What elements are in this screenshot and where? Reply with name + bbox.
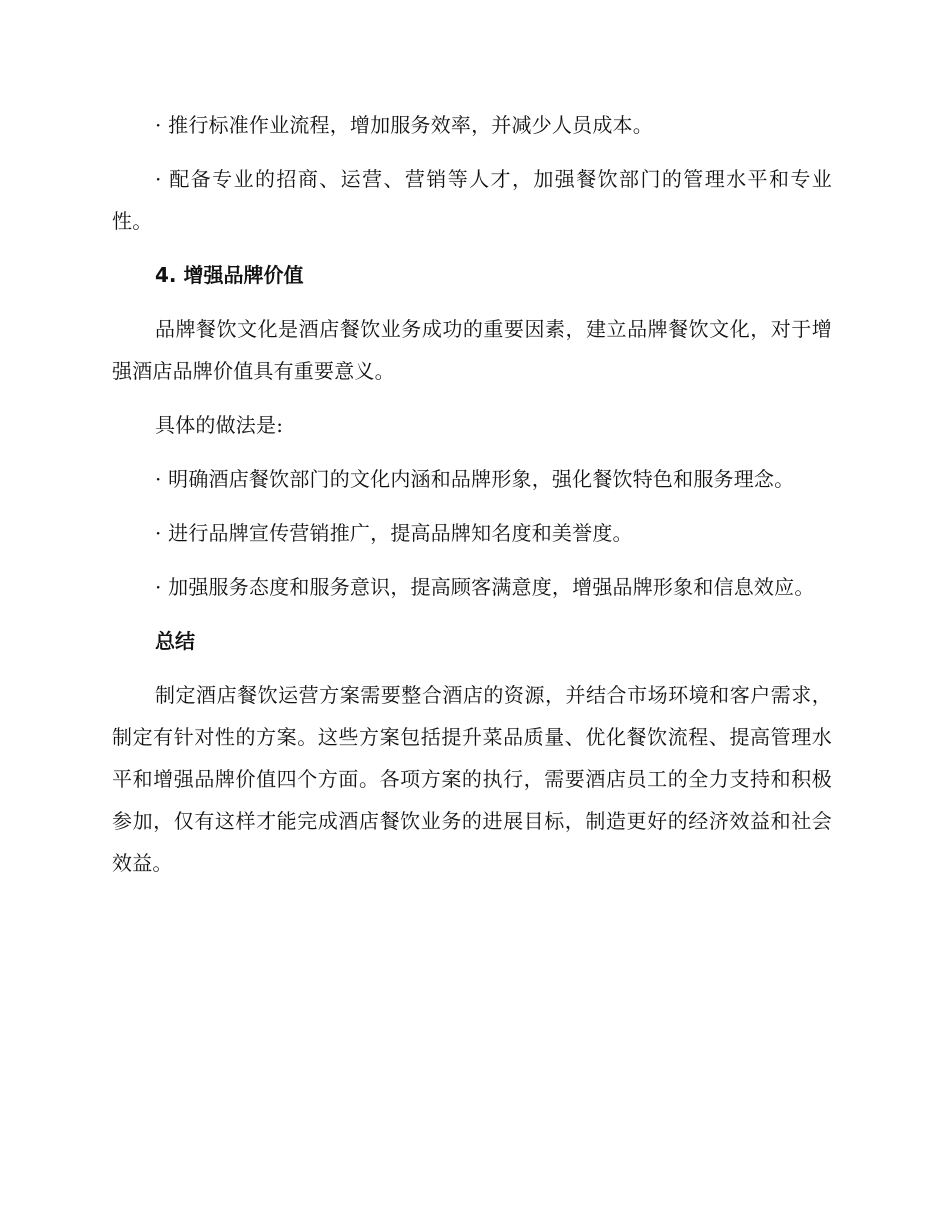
section-heading-summary: 总结 bbox=[155, 629, 195, 653]
bullet-brand-promotion: · 进行品牌宣传营销推广，提高品牌知名度和美誉度。 bbox=[155, 521, 633, 545]
section-heading-brand-value: 4. 增强品牌价值 bbox=[155, 263, 304, 287]
method-intro-paragraph: 具体的做法是: bbox=[155, 413, 284, 437]
summary-paragraph: 制定酒店餐饮运营方案需要整合酒店的资源，并结合市场环境和客户需求，制定有针对性的方案。这些方案包括提升菜品质量、优化餐饮流程、提高管理水平和增强品牌价值四个方面。各项方案的执行，需要酒店员工的全力支持和积极参加，仅有这样才能完成酒店餐饮业务的进展目标，制造更好的经济效益和社会效益。 bbox=[112, 683, 832, 875]
bullet-professional-talent: · 配备专业的招商、运营、营销等人才，加强餐饮部门的管理水平和专业性。 bbox=[112, 167, 832, 233]
brand-intro-paragraph: 品牌餐饮文化是酒店餐饮业务成功的重要因素，建立品牌餐饮文化，对于增强酒店品牌价值具有重要意义。 bbox=[112, 317, 832, 383]
bullet-brand-culture: · 明确酒店餐饮部门的文化内涵和品牌形象，强化餐饮特色和服务理念。 bbox=[155, 467, 795, 491]
bullet-service-attitude: · 加强服务态度和服务意识，提高顾客满意度，增强品牌形象和信息效应。 bbox=[155, 575, 815, 599]
bullet-standard-process: · 推行标准作业流程，增加服务效率，并减少人员成本。 bbox=[155, 113, 653, 137]
